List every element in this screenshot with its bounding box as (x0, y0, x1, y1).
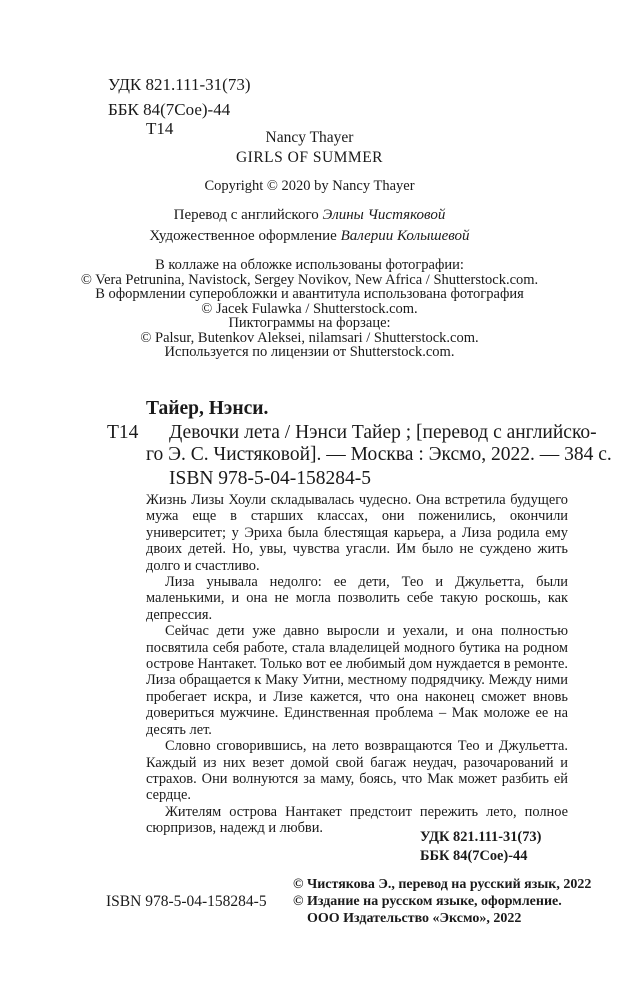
copyright-publisher: ООО Издательство «Эксмо», 2022 (307, 911, 522, 926)
credit-line: © Palsur, Butenkov Aleksei, nilamsari / Shutterstock.com. (140, 329, 479, 346)
bib-title-line2: го Э. С. Чистяковой]. — Москва : Эксмо, 2022. — 384 с. (146, 444, 612, 465)
bbk-code: ББК 84(7Сое)-44 (108, 100, 231, 119)
design-credit (0, 229, 619, 244)
bbk-code-bottom: ББК 84(7Сое)-44 (420, 848, 528, 864)
annotation-paragraph: Лиза унывала недолго: ее дети, Тео и Джульетта, были маленькими, и она не могла позволить себе такую роскошь, как депрессия. (146, 574, 568, 623)
copyright-block (293, 876, 591, 927)
credit-line: © Vera Petrunina, Navistock, Sergey Novikov, New Africa / Shutterstock.com. (80, 271, 539, 288)
credit-line: © Jacek Fulawka / Shutterstock.com. (201, 300, 418, 317)
annotation (146, 492, 568, 837)
designer-name: Валерии Колышевой (340, 228, 470, 244)
annotation-paragraph: Словно сговорившись, на лето возвращаются Тео и Джульетта. Каждый из них везет домой свой багаж неудач, разочарований и страхов. Они волнуются за маму, боясь, что Мак может разбить ей сердце. (146, 738, 568, 804)
annotation-paragraph: Сейчас дети уже давно выросли и уехали, и она полностью посвятила себя работе, стала владелицей модного бутика на родном острове Нантакет. Только вот ее любимый дом нуждается в ремонте. Лиза обращается к Маку Уитни, местному подрядчику. Между ними пробегает искра, и Лизе кажется, что она наконец сможет вновь довериться мужчине. Единственная проблема – Мак моложе ее на десять лет. (146, 623, 568, 738)
original-copyright: Copyright © 2020 by Nancy Thayer (204, 178, 415, 194)
annotation-paragraph: Жителям острова Нантакет предстоит пережить лето, полное сюрпризов, надежд и любви. (146, 803, 568, 837)
udk-code-bottom: УДК 821.111-31(73) (420, 829, 542, 845)
bib-title-line1: Девочки лета / Нэнси Тайер ; [перевод с английско- (169, 422, 597, 443)
credit-line: В коллаже на обложке использованы фотографии: (155, 257, 464, 273)
credit-line: Пиктограммы на форзаце: (228, 315, 391, 331)
credit-line: Используется по лицензии от Shutterstock.com. (164, 344, 455, 360)
author-mark: Т14 (146, 119, 174, 138)
annotation-paragraph: Жизнь Лизы Хоули складывалась чудесно. Она встретила будущего мужа еще в старших классах, они поженились, окончили университет; у Эриха была блестящая карьера, а Лиза родила ему двоих детей. Но, увы, чувства угасли. Им было не суждено жить долго и счастливо. (146, 492, 568, 574)
design-prefix: Художественное оформление (149, 228, 341, 244)
translator-credit (0, 208, 619, 223)
footer-isbn: ISBN 978-5-04-158284-5 (106, 893, 267, 910)
bib-isbn: ISBN 978-5-04-158284-5 (169, 468, 372, 489)
photo-credits (0, 258, 619, 360)
classification-block (420, 828, 541, 866)
copyright-translation: © Чистякова Э., перевод на русский язык, 2022 (293, 877, 592, 892)
udk-code: УДК 821.111-31(73) (108, 75, 251, 94)
translator-prefix: Перевод с английского (173, 207, 323, 223)
translator-name: Элины Чистяковой (322, 207, 446, 223)
original-author: Nancy Thayer (265, 129, 354, 146)
original-title: GIRLS OF SUMMER (235, 149, 384, 166)
credit-line: В оформлении суперобложки и авантитула использована фотография (95, 286, 524, 302)
author-heading: Тайер, Нэнси. (146, 398, 269, 419)
copyright-edition: © Издание на русском языке, оформление. (293, 894, 562, 909)
bib-author-mark: Т14 (107, 422, 139, 443)
